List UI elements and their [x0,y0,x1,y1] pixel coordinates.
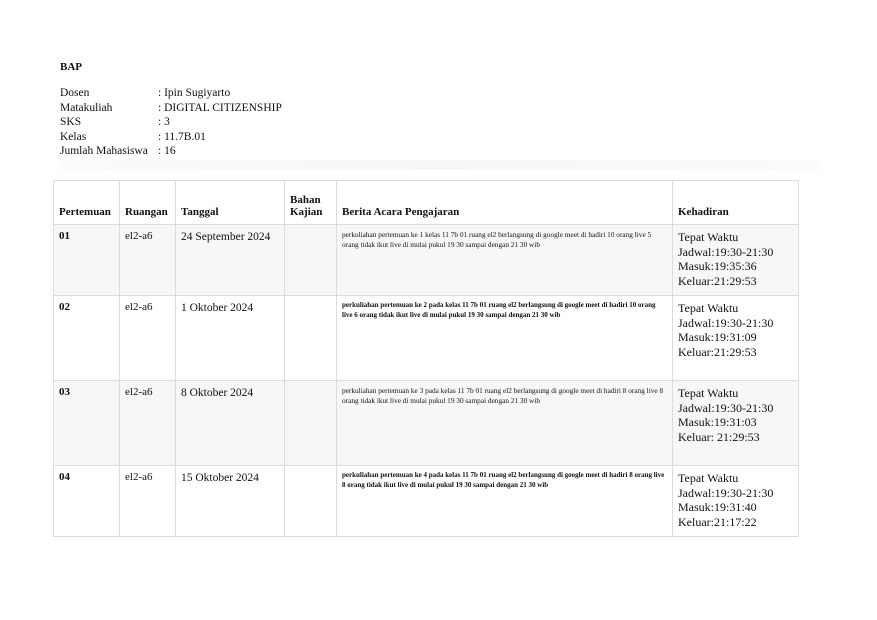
info-label: Dosen [60,87,90,99]
cell-pertemuan: 02 [54,296,120,381]
cell-tanggal: 15 Oktober 2024 [176,466,285,537]
cell-bahan-kajian [285,466,337,537]
info-row-matakuliah [60,101,282,116]
attendance-masuk: Masuk:19:31:09 [678,330,757,344]
info-label: Matakuliah [60,101,113,114]
cell-ruangan: el2-a6 [120,225,176,296]
cell-bahan-kajian [285,381,337,466]
header-kehadiran: Kehadiran [673,181,799,225]
info-value: : DIGITAL CITIZENSHIP [158,101,282,114]
cell-tanggal: 1 Oktober 2024 [176,296,285,381]
info-label: SKS [60,116,82,128]
table-row [54,381,799,466]
cell-pertemuan: 04 [54,466,120,537]
document-title: BAP [60,61,82,73]
info-value: : 16 [158,145,176,157]
attendance-masuk: Masuk:19:35:36 [678,259,757,273]
cell-kehadiran [673,466,799,537]
table-header-row [54,181,799,225]
attendance-jadwal: Jadwal:19:30-21:30 [678,400,774,415]
cell-ruangan: el2-a6 [120,466,176,537]
attendance-status: Tepat Waktu [678,301,739,315]
table-row [54,296,799,381]
info-label: Kelas [60,130,87,143]
cell-pertemuan: 01 [54,225,120,296]
cell-berita-acara: perkuliahan pertemuan ke 4 pada kelas 11 7b 01 ruang el2 berlangsung di google meet di hadiri 8 orang live 8 orang tidak ikut live di mulai pukul 19 30 sampai dengan 21 30 wib [337,466,673,537]
header-pertemuan: Pertemuan [54,181,120,225]
course-info [60,86,282,159]
header-bahan-kajian: Bahan Kajian [285,181,337,225]
header-berita-acara: Berita Acara Pengajaran [337,181,673,225]
attendance-status: Tepat Waktu [678,230,739,244]
cell-kehadiran [673,225,799,296]
cell-berita-acara: perkuliahan pertemuan ke 2 pada kelas 11 7b 01 ruang el2 berlangsung di google meet di hadiri 10 orang live 6 orang tidak ikut live di mulai pukul 19 30 sampai dengan 21 30 wib [337,296,673,381]
attendance-masuk: Masuk:19:31:40 [678,500,757,514]
cell-bahan-kajian [285,296,337,381]
cell-kehadiran [673,381,799,466]
attendance-status: Tepat Waktu [678,386,739,400]
table-row [54,466,799,537]
info-row-kelas [60,130,282,145]
info-value: : 3 [158,116,170,128]
attendance-status: Tepat Waktu [678,471,739,485]
cell-berita-acara: perkuliahan pertemuan ke 3 pada kelas 11 7b 01 ruang el2 berlangsung di google meet di hadiri 8 orang live 8 orang tidak ikut live di mulai pukul 19 30 sampai dengan 21 30 wib [337,381,673,466]
info-row-dosen [60,86,282,101]
divider [60,160,820,170]
attendance-keluar: Keluar:21:17:22 [678,514,757,529]
bap-table [53,180,799,537]
info-value: : Ipin Sugiyarto [158,87,231,99]
cell-pertemuan: 03 [54,381,120,466]
attendance-jadwal: Jadwal:19:30-21:30 [678,244,774,259]
cell-ruangan: el2-a6 [120,381,176,466]
attendance-keluar: Keluar:21:29:53 [678,344,757,359]
cell-ruangan: el2-a6 [120,296,176,381]
cell-berita-acara: perkuliahan pertemuan ke 1 kelas 11 7b 01 ruang el2 berlangsung di google meet di hadiri 10 orang live 5 orang tidak ikut live di mulai pukul 19 30 sampai dengan 21 30 wib [337,225,673,296]
info-row-jumlah-mahasiswa [60,144,282,159]
info-row-sks [60,115,282,130]
cell-kehadiran [673,296,799,381]
info-label: Jumlah Mahasiswa [60,145,148,157]
attendance-keluar: Keluar:21:29:53 [678,273,757,288]
cell-tanggal: 8 Oktober 2024 [176,381,285,466]
header-tanggal: Tanggal [176,181,285,225]
info-value: : 11.7B.01 [158,130,206,143]
attendance-keluar: Keluar: 21:29:53 [678,429,760,444]
cell-bahan-kajian [285,225,337,296]
attendance-jadwal: Jadwal:19:30-21:30 [678,315,774,330]
attendance-masuk: Masuk:19:31:03 [678,415,757,429]
table-row [54,225,799,296]
header-ruangan: Ruangan [120,181,176,225]
cell-tanggal: 24 September 2024 [176,225,285,296]
attendance-jadwal: Jadwal:19:30-21:30 [678,485,774,500]
